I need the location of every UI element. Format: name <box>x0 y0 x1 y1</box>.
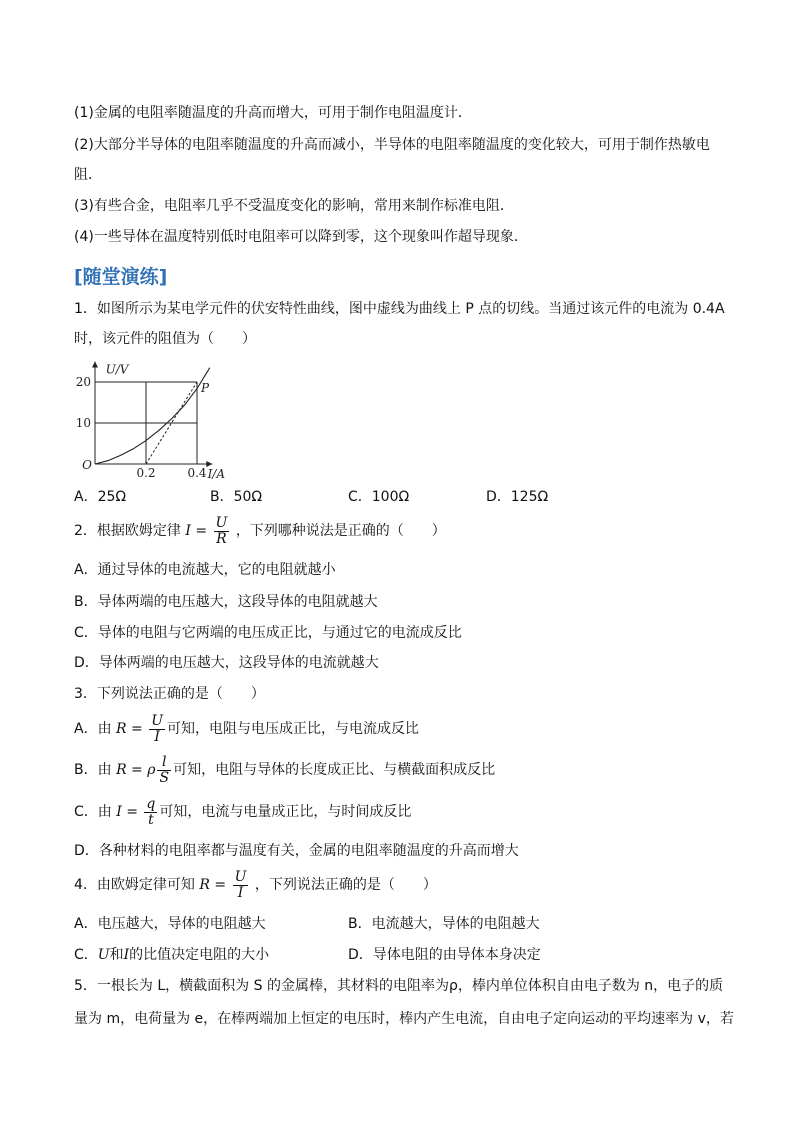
y-axis-arrow <box>92 362 98 368</box>
q2-formula-lhs: I <box>185 523 191 539</box>
q1-option-b[interactable]: B．50Ω <box>210 489 263 505</box>
q4-option-d[interactable]: D．导体电阻的由导体本身决定 <box>348 947 541 963</box>
q3-option-c-text: 可知，电流与电量成正比，与时间成反比 <box>159 804 412 820</box>
q4-option-c-i: I <box>123 947 130 963</box>
q3-c-numerator: q <box>146 795 156 812</box>
q4-option-a[interactable]: A．电压越大，导体的电阻越大 <box>74 916 266 932</box>
q2-option-b[interactable]: B．导体两端的电压越大，这段导体的电阻就越大 <box>74 594 378 610</box>
q2-formula: I = $\frac{U}{R}$ <box>185 514 228 547</box>
q4-stem-suffix: ，下列说法正确的是（ ） <box>254 877 437 893</box>
q3-option-b-prefix: B．由 <box>74 762 112 778</box>
q1-option-a[interactable]: A．25Ω <box>74 489 127 505</box>
intro-paragraph-2: (2)大部分半导体的电阻率随温度的升高而减小，半导体的电阻率随温度的变化较大，可用于制作热敏电 <box>74 137 710 153</box>
q3-option-c-prefix: C．由 <box>74 804 112 820</box>
q1-stem-line-1: 1．如图所示为某电学元件的伏安特性曲线，图中虚线为曲线上 P 点的切线。当通过该元件的电流为 0.4A <box>74 301 725 317</box>
q4-formula-lhs: R <box>199 877 210 893</box>
q4-formula-denominator: I <box>237 884 244 901</box>
q3-option-c-formula: I = $\frac{q}{t}$ <box>116 795 156 828</box>
iv-curve-chart <box>70 352 240 480</box>
q3-option-a[interactable] <box>74 712 419 746</box>
intro-paragraph-1: (1)金属的电阻率随温度的升高而增大，可用于制作电阻温度计． <box>74 105 472 121</box>
origin-label: O <box>82 458 92 472</box>
q4-option-c-u: U <box>97 947 110 963</box>
q4-stem <box>74 868 437 902</box>
q2-formula-denominator: R <box>216 530 227 547</box>
q3-b-denominator: S <box>159 769 170 786</box>
q5-stem-line-2: 量为 m，电荷量为 e，在棒两端加上恒定的电压时，棒内产生电流，自由电子定向运动的平均速率为 v，若 <box>74 1011 734 1027</box>
q1-option-d[interactable]: D．125Ω <box>486 489 549 505</box>
q3-b-lhs: R <box>116 762 127 778</box>
q4-option-c-prefix: C． <box>74 947 98 963</box>
q2-stem-suffix: ，下列哪种说法是正确的（ ） <box>235 523 446 539</box>
point-p-label: P <box>200 381 210 395</box>
section-title: [随堂演练] <box>74 266 168 288</box>
q1-option-c[interactable]: C．100Ω <box>348 489 410 505</box>
y-axis-label: U/V <box>105 362 129 377</box>
q4-formula: R = $\frac{U}{I}$ <box>199 868 247 901</box>
q3-option-b-formula: R = ρ $\frac{l}{S}$ <box>116 753 170 786</box>
x-axis-label: I/A <box>207 467 226 480</box>
q3-a-denominator: I <box>154 728 160 745</box>
q3-c-denominator: t <box>148 811 154 828</box>
q3-option-a-text: 可知，电阻与电压成正比，与电流成反比 <box>167 721 420 737</box>
q3-option-b-text: 可知，电阻与导体的长度成正比、与横截面积成反比 <box>173 762 496 778</box>
q4-formula-numerator: U <box>234 868 247 885</box>
q2-stem-prefix: 2．根据欧姆定律 <box>74 523 181 539</box>
q4-option-c-text: 的比值决定电阻的大小 <box>129 947 270 963</box>
q3-b-numerator: l <box>157 755 171 771</box>
q4-option-c[interactable] <box>74 945 269 965</box>
q3-option-a-formula: R = $\frac{U}{I}$ <box>116 712 164 745</box>
q4-option-c-and: 和 <box>109 947 124 963</box>
q5-stem-line-1: 5．一根长为 L，横截面积为 S 的金属棒，其材料的电阻率为ρ，棒内单位体积自由电子数为 n，电子的质 <box>74 978 724 994</box>
q3-option-c[interactable] <box>74 795 411 829</box>
intro-paragraph-3: (3)有些合金，电阻率几乎不受温度变化的影响，常用来制作标准电阻． <box>74 198 514 214</box>
q2-option-d[interactable]: D．导体两端的电压越大，这段导体的电流就越大 <box>74 655 379 671</box>
q1-stem-line-2: 时，该元件的阻值为（ ） <box>74 331 256 347</box>
q2-option-a[interactable]: A．通过导体的电流越大，它的电阻就越小 <box>74 562 336 578</box>
x-tick-label-1: 0.4 <box>187 466 207 480</box>
q2-stem <box>74 514 446 548</box>
q3-option-a-prefix: A．由 <box>74 721 112 737</box>
q2-formula-numerator: U <box>215 514 228 531</box>
q4-option-b[interactable]: B．电流越大，导体的电阻越大 <box>348 916 540 932</box>
q2-option-c[interactable]: C．导体的电阻与它两端的电压成正比，与通过它的电流成反比 <box>74 625 462 641</box>
q3-b-rho: ρ <box>147 762 156 778</box>
intro-paragraph-4: (4)一些导体在温度特别低时电阻率可以降到零，这个现象叫作超导现象． <box>74 229 528 245</box>
y-tick-label-1: 20 <box>75 375 91 389</box>
x-tick-label-0: 0.2 <box>136 466 156 480</box>
q3-a-numerator: U <box>151 712 164 729</box>
q3-option-b[interactable] <box>74 753 495 787</box>
q3-option-d[interactable]: D．各种材料的电阻率都与温度有关，金属的电阻率随温度的升高而增大 <box>74 843 519 859</box>
q3-c-lhs: I <box>116 804 122 820</box>
q3-stem: 3．下列说法正确的是（ ） <box>74 686 265 702</box>
q3-a-lhs: R <box>116 721 127 737</box>
y-tick-label-0: 10 <box>75 416 91 430</box>
intro-paragraph-2-continued: 阻． <box>74 167 102 183</box>
q4-stem-prefix: 4．由欧姆定律可知 <box>74 877 195 893</box>
